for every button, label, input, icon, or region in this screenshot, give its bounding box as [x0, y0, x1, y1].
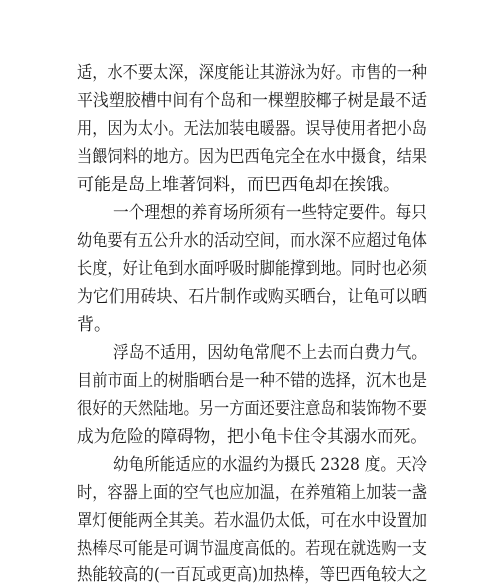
text-line: 幼龟要有五公升水的活动空间，而水深不应超过龟体	[77, 231, 427, 251]
text-line: 为它们用砖块、石片制作或购买晒台，让龟可以晒	[77, 287, 427, 307]
text-line: 背。	[77, 315, 111, 335]
text-line: 时，容器上面的空气也应加温，在养殖箱上加装一盏	[77, 483, 427, 503]
text-line: 适，水不要太深，深度能让其游泳为好。市售的一种	[77, 63, 427, 83]
text-line: 长度，好让龟到水面呼吸时脚能撑到地。同时也必须	[77, 259, 427, 279]
text-line: 平浅塑胶槽中间有个岛和一棵塑胶椰子树是最不适	[77, 91, 427, 111]
text-line: 幼龟所能适应的水温约为摄氏 2328 度。天冷	[113, 455, 428, 475]
text-line: 一个理想的养育场所须有一些特定要件。每只	[113, 203, 427, 223]
text-line: 浮岛不适用，因幼龟常爬不上去而白费力气。	[113, 343, 427, 363]
text-line: 热能较高的(一百瓦或更高)加热棒，等巴西龟较大之	[77, 565, 428, 585]
text-line: 目前市面上的树脂晒台是一种不错的选择，沉木也是	[77, 371, 427, 391]
text-line: 用，因为太小。无法加装电暖器。误导使用者把小岛	[77, 119, 427, 139]
text-line: 很好的天然陆地。另一方面还要注意岛和装饰物不要	[77, 399, 427, 419]
text-line: 当餵饲料的地方。因为巴西龟完全在水中摄食，结果	[77, 147, 427, 167]
text-line: 热棒尽可能是可调节温度高低的。若现在就选购一支	[77, 539, 427, 559]
text-line: 成为危险的障碍物，把小龟卡住令其溺水而死。	[77, 427, 427, 447]
text-line: 可能是岛上堆著饲料，而巴西龟却在挨饿。	[77, 175, 400, 195]
text-line: 罩灯便能两全其美。若水温仍太低，可在水中设置加	[77, 511, 427, 531]
